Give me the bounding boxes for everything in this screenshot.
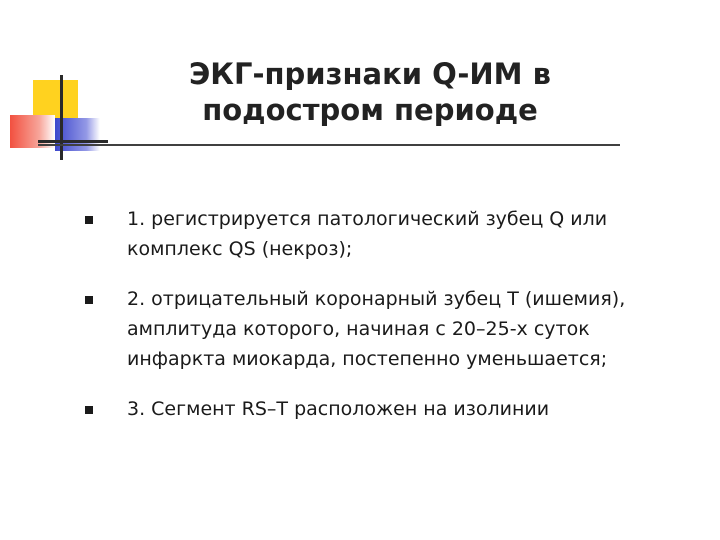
bullet-item-3	[0, 394, 720, 424]
yellow-square	[33, 80, 78, 120]
slide-title-line-1: ЭКГ-признаки Q-ИМ в	[189, 57, 551, 91]
bullet-text-3: 3. Сегмент RS–T расположен на изолинии	[127, 398, 550, 420]
vertical-line	[60, 75, 63, 160]
bullet-list	[0, 204, 720, 424]
bullet-item-1	[0, 204, 720, 264]
horizontal-line	[38, 140, 108, 143]
slide-title-line-2: подостром периоде	[202, 93, 538, 127]
title-underline	[38, 144, 620, 146]
bullet-item-2	[0, 284, 720, 374]
square-bullet-icon	[85, 216, 93, 224]
slide-title	[120, 56, 620, 128]
square-bullet-icon	[85, 406, 93, 414]
bullet-text-1: 1. регистрируется патологический зубец Q или комплекс QS (некроз);	[127, 208, 608, 260]
bullet-text-2: 2. отрицательный коронарный зубец T (ишемия), амплитуда которого, начиная с 20–25-х суток инфаркта миокарда, постепенно уменьшается;	[127, 288, 626, 370]
square-bullet-icon	[85, 296, 93, 304]
